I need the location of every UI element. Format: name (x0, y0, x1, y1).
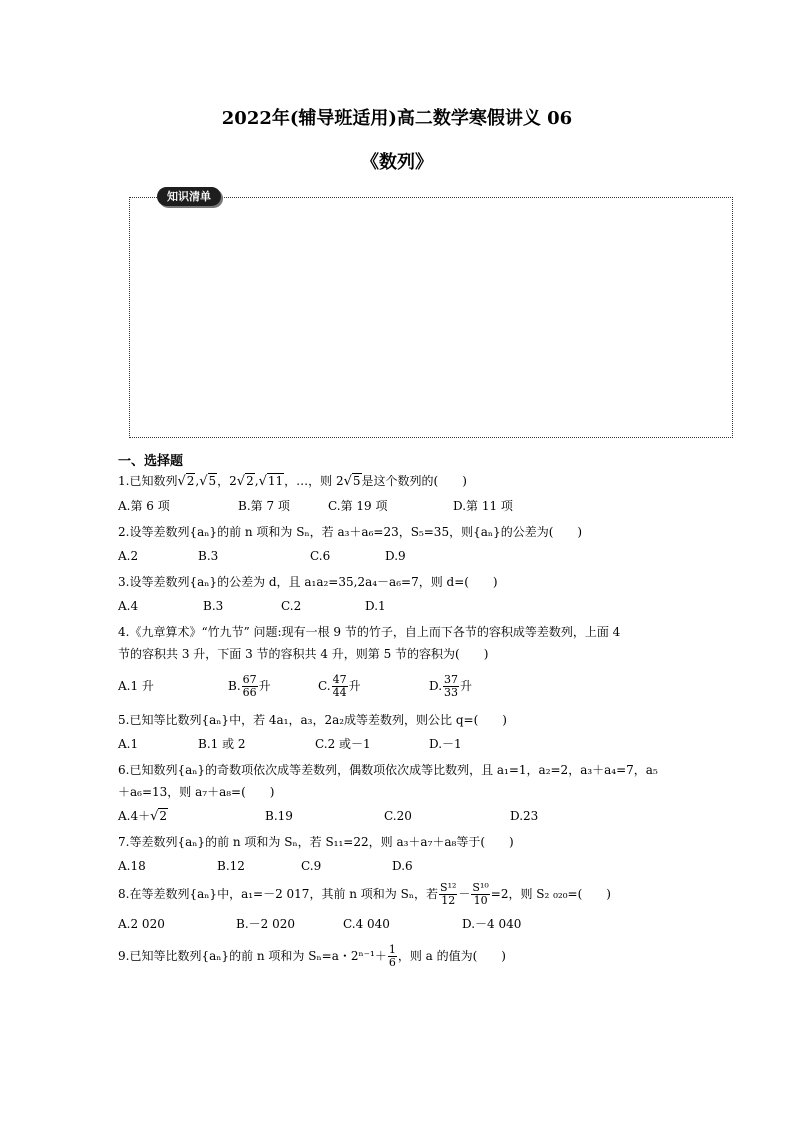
sqrt-symbol: √2 (236, 474, 254, 489)
option-d[interactable]: D.1 (365, 599, 386, 613)
knowledge-list-tag: 知识清单 (157, 187, 221, 206)
fraction: $\frac{67}{66}$ (242, 673, 257, 699)
knowledge-list-box (129, 197, 733, 438)
option-d[interactable]: D.第 11 项 (453, 499, 513, 513)
option-a[interactable]: A.1 升 (118, 679, 154, 693)
option-c[interactable]: C.第 19 项 (328, 499, 388, 513)
option-a[interactable]: A.第 6 项 (118, 499, 170, 513)
option-d[interactable]: D.6 (392, 859, 413, 873)
option-b[interactable]: B.3 (198, 549, 219, 563)
sqrt-symbol: √2 (150, 809, 168, 824)
option-a[interactable]: A.1 (118, 737, 139, 751)
option-c[interactable]: C.2 或－1 (315, 737, 371, 751)
question-section (118, 454, 708, 969)
fraction: $\frac{\text{S¹⁰}}{10}$ (472, 881, 489, 907)
option-c[interactable]: C.9 (301, 859, 322, 873)
option-b[interactable]: B.－2 020 (236, 917, 295, 931)
question-7: 7.等差数列{aₙ}的前 n 项和为 Sₙ，若 S₁₁=22，则 a₃＋a₇＋a₈等于( ) (118, 835, 514, 849)
option-b[interactable]: B.12 (217, 859, 245, 873)
fraction: $\frac{37}{33}$ (444, 673, 459, 699)
q3-options (118, 599, 708, 613)
option-d[interactable]: D.－1 (429, 737, 462, 751)
option-a[interactable]: A.4＋√2 (118, 809, 168, 824)
sqrt-symbol: √5 (199, 474, 217, 489)
option-d[interactable]: D.23 (510, 809, 539, 823)
q7-options (118, 859, 708, 873)
question-6-line-1: 6.已知数列{aₙ}的奇数项依次成等差数列，偶数项依次成等比数列，且 a₁=1，a₂=2，a₃＋a₄=7，a₅ (118, 763, 658, 777)
page-subtitle: 《数列》 (361, 152, 433, 173)
option-b[interactable]: B. $\frac{67}{66}$ 升 (228, 673, 271, 699)
q4-options (118, 673, 708, 699)
option-a[interactable]: A.4 (118, 599, 139, 613)
option-a[interactable]: A.18 (118, 859, 146, 873)
sqrt-symbol: √2 (177, 474, 195, 489)
question-1: 1.已知数列√2,√5，2√2,√11，…，则 2√5是这个数列的( ) (118, 474, 467, 489)
q2-options (118, 549, 708, 563)
question-2: 2.设等差数列{aₙ}的前 n 项和为 Sₙ，若 a₃＋a₆=23，S₅=35，则{aₙ}的公差为( ) (118, 525, 583, 539)
option-c[interactable]: C.4 040 (343, 917, 390, 931)
q1-text-start: 1.已知数列 (118, 474, 178, 488)
question-4-line-2: 节的容积共 3 升，下面 3 节的容积共 4 升，则第 5 节的容积为( ) (118, 647, 489, 661)
question-9: 9.已知等比数列{aₙ}的前 n 项和为 Sₙ=a・2ⁿ⁻¹＋ $\frac{1}{6}$ ，则 a 的值为( ) (118, 943, 506, 969)
fraction: $\frac{47}{44}$ (332, 673, 347, 699)
option-c[interactable]: C.20 (384, 809, 412, 823)
question-3: 3.设等差数列{aₙ}的公差为 d，且 a₁a₂=35,2a₄－a₆=7，则 d=( ) (118, 575, 498, 589)
fraction: $\frac{1}{6}$ (388, 943, 396, 969)
sqrt-symbol: √11 (258, 474, 284, 489)
q6-options (118, 809, 708, 823)
option-d[interactable]: D. $\frac{37}{33}$ 升 (429, 673, 473, 699)
q8-options (118, 917, 708, 931)
option-d[interactable]: D.－4 040 (462, 917, 522, 931)
question-5: 5.已知等比数列{aₙ}中，若 4a₁，a₃，2a₂成等差数列，则公比 q=( ) (118, 713, 507, 727)
option-a[interactable]: A.2 (118, 549, 139, 563)
q5-options (118, 737, 708, 751)
sqrt-symbol: √5 (343, 474, 361, 489)
option-b[interactable]: B.19 (265, 809, 293, 823)
option-c[interactable]: C. $\frac{47}{44}$ 升 (318, 673, 361, 699)
option-d[interactable]: D.9 (385, 549, 406, 563)
option-b[interactable]: B.1 或 2 (198, 737, 246, 751)
question-6-line-2: ＋a₆=13，则 a₇＋a₈=( ) (118, 785, 275, 799)
option-c[interactable]: C.6 (310, 549, 331, 563)
option-c[interactable]: C.2 (281, 599, 302, 613)
fraction: $\frac{\text{S¹²}}{12}$ (440, 881, 457, 907)
option-a[interactable]: A.2 020 (118, 917, 165, 931)
option-b[interactable]: B.第 7 项 (238, 499, 290, 513)
page-title: 2022年(辅导班适用)高二数学寒假讲义 06 (221, 108, 573, 129)
question-8: 8.在等差数列{aₙ}中，a₁=－2 017，其前 n 项和为 Sₙ，若 $\frac{\text{S¹²}}{12}$ － $\frac{\text{S¹⁰}}{10}$ =2，则 S₂ ₀₂₀=( ) (118, 881, 611, 907)
section-heading: 一、选择题 (118, 454, 184, 469)
option-b[interactable]: B.3 (203, 599, 224, 613)
question-4-line-1: 4.《九章算术》“竹九节” 问题:现有一根 9 节的竹子，自上而下各节的容积成等差数列，上面 4 (118, 625, 621, 639)
q1-options (118, 499, 708, 513)
